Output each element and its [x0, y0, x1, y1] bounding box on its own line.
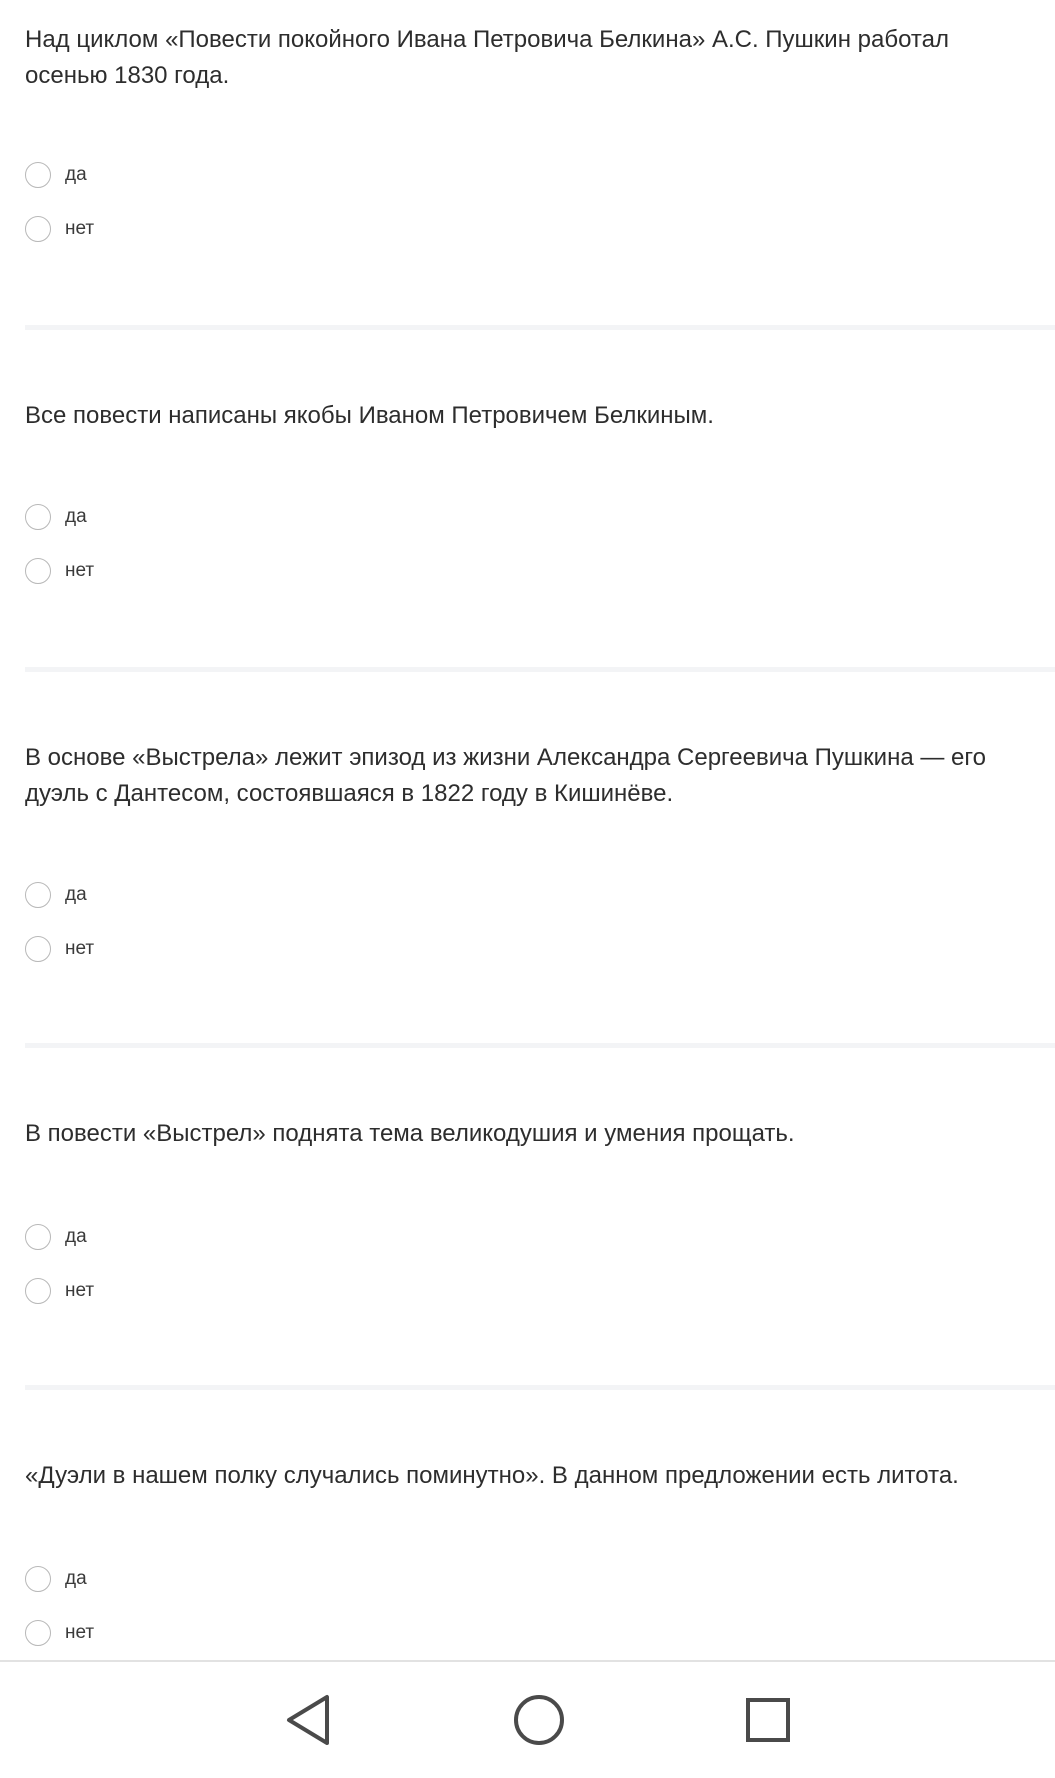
option-label: да: [65, 1226, 87, 1247]
question-5: [25, 1458, 1055, 1494]
system-navigation-bar: [0, 1660, 1055, 1778]
option-yes[interactable]: [25, 502, 87, 532]
option-yes[interactable]: [25, 160, 87, 190]
radio-button[interactable]: [25, 1278, 51, 1304]
question-1: [25, 22, 1055, 94]
question-text: В основе «Выстрела» лежит эпизод из жизни Александра Сергеевича Пушкина — его дуэль с Дантесом, состоявшаяся в 1822 году в Кишинёве.: [25, 744, 986, 807]
option-no[interactable]: [25, 1276, 94, 1306]
question-divider: [25, 1043, 1055, 1048]
option-label: да: [65, 1568, 87, 1589]
option-no[interactable]: [25, 556, 94, 586]
home-circle-icon: [512, 1693, 566, 1747]
home-button[interactable]: [509, 1690, 569, 1750]
option-yes[interactable]: [25, 880, 87, 910]
radio-button[interactable]: [25, 936, 51, 962]
back-button[interactable]: [278, 1690, 338, 1750]
option-label: да: [65, 164, 87, 185]
option-yes[interactable]: [25, 1564, 87, 1594]
question-divider: [25, 667, 1055, 672]
radio-button[interactable]: [25, 1566, 51, 1592]
question-2: [25, 398, 1055, 434]
question-divider: [25, 1385, 1055, 1390]
radio-button[interactable]: [25, 504, 51, 530]
question-4: [25, 1116, 1055, 1152]
option-no[interactable]: [25, 1618, 94, 1648]
question-text: Над циклом «Повести покойного Ивана Петровича Белкина» А.С. Пушкин работал осенью 1830 года.: [25, 26, 949, 89]
radio-button[interactable]: [25, 882, 51, 908]
back-triangle-icon: [284, 1693, 332, 1747]
option-no[interactable]: [25, 214, 94, 244]
radio-button[interactable]: [25, 558, 51, 584]
option-label: да: [65, 506, 87, 527]
option-label: нет: [65, 1622, 95, 1643]
option-label: да: [65, 884, 87, 905]
option-label: нет: [65, 938, 95, 959]
radio-button[interactable]: [25, 1224, 51, 1250]
radio-button[interactable]: [25, 162, 51, 188]
recents-square-icon: [744, 1696, 792, 1744]
question-text: Все повести написаны якобы Иваном Петровичем Белкиным.: [25, 402, 714, 429]
question-3: [25, 740, 1055, 812]
radio-button[interactable]: [25, 216, 51, 242]
question-text: «Дуэли в нашем полку случались поминутно». В данном предложении есть литота.: [25, 1462, 959, 1489]
radio-button[interactable]: [25, 1620, 51, 1646]
option-no[interactable]: [25, 934, 94, 964]
recents-button[interactable]: [738, 1690, 798, 1750]
option-label: нет: [65, 218, 95, 239]
option-yes[interactable]: [25, 1222, 87, 1252]
question-divider: [25, 325, 1055, 330]
question-text: В повести «Выстрел» поднята тема великодушия и умения прощать.: [25, 1120, 795, 1147]
option-label: нет: [65, 1280, 95, 1301]
option-label: нет: [65, 560, 95, 581]
